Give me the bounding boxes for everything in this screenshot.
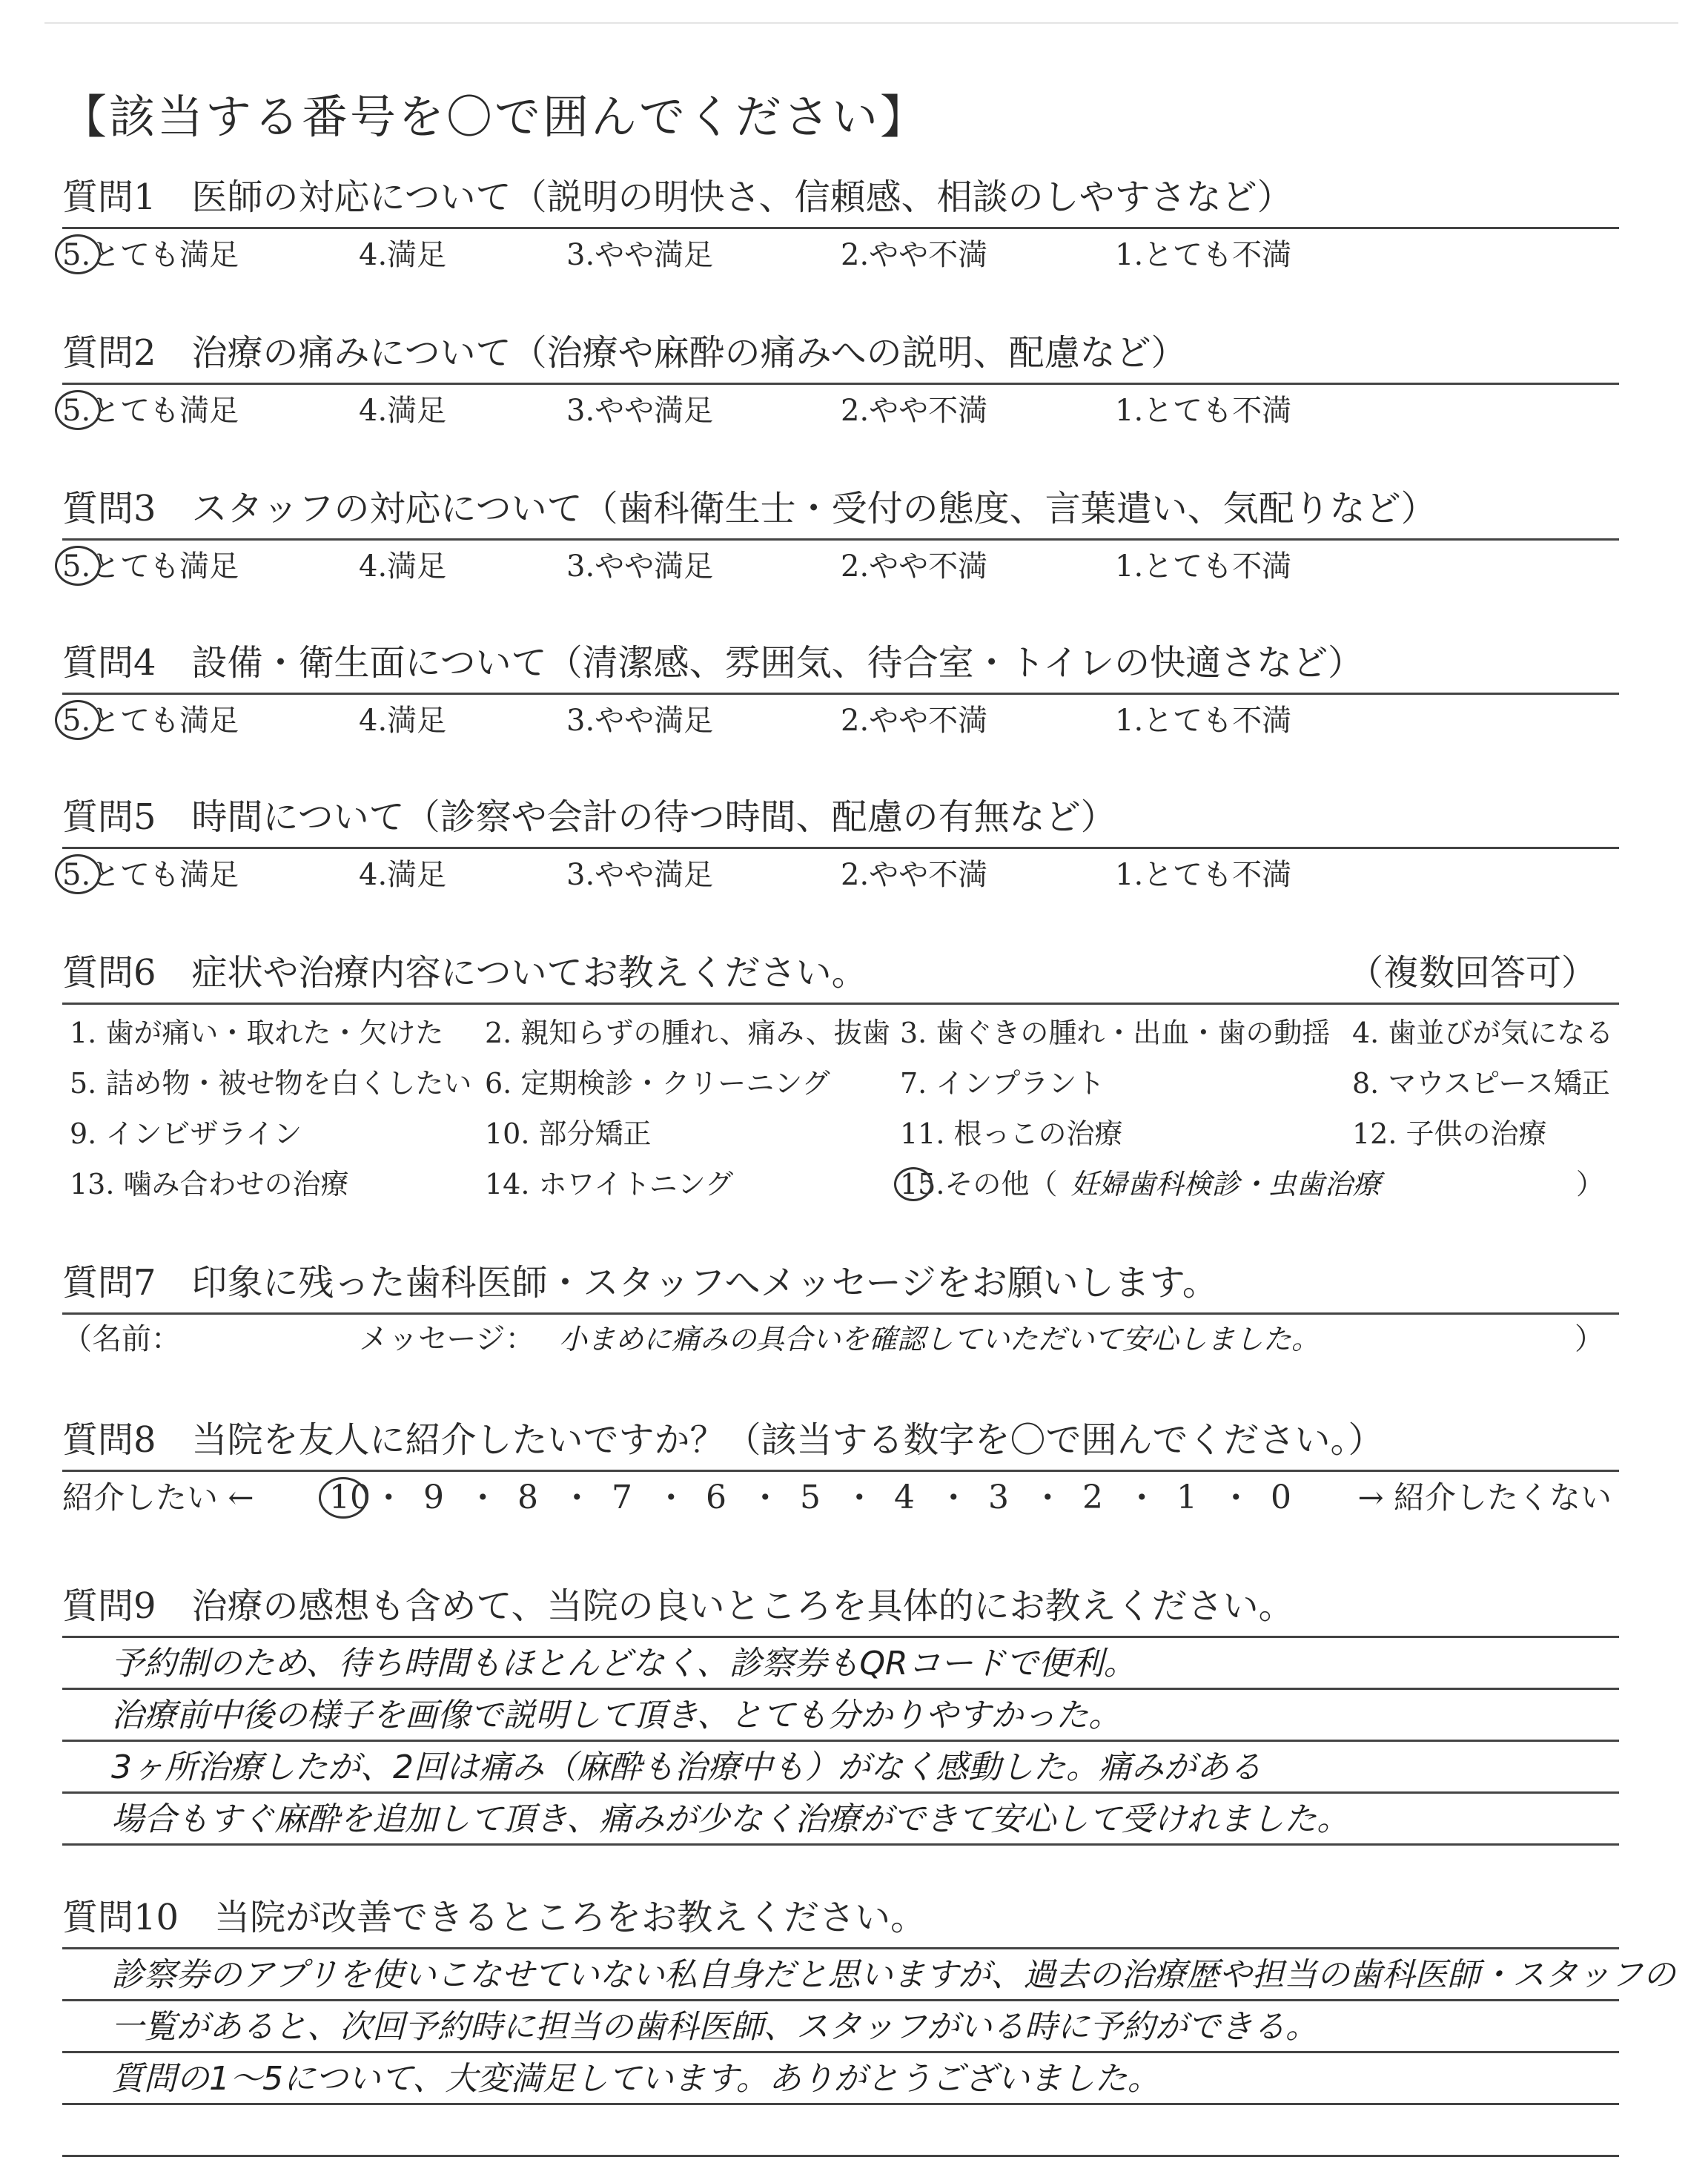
q2-option-5[interactable]	[62, 389, 239, 433]
q8-score-5[interactable]	[800, 1476, 821, 1520]
q2-title: 質問2 治療の痛みについて（治療や麻酔の痛みへの説明、配慮など）	[62, 332, 1187, 374]
q9-title: 質問9 治療の感想も含めて、当院の良いところを具体的にお教えください。	[62, 1585, 1294, 1627]
q8-score-4[interactable]	[894, 1476, 915, 1520]
q6-option-14[interactable]	[485, 1166, 733, 1203]
q5-block	[62, 795, 1619, 839]
score-label: 5	[800, 1479, 821, 1516]
page-heading: 【該当する番号を〇で囲んでください】	[61, 90, 929, 144]
q6-option-3[interactable]	[900, 1014, 1330, 1051]
scale-separator-dot: •	[759, 1485, 772, 1510]
q4-option-4[interactable]	[359, 698, 446, 743]
scale-separator-dot: •	[571, 1485, 583, 1510]
option-label: 5.とても満足	[62, 858, 239, 892]
option-label: 3. 歯ぐきの腫れ・出血・歯の動揺	[900, 1017, 1331, 1049]
option-label: 6. 定期検診・クリーニング	[485, 1067, 830, 1100]
option-label: 5.とても満足	[62, 394, 239, 428]
q6-option-7[interactable]	[900, 1065, 1105, 1102]
q6-option-10[interactable]	[485, 1115, 652, 1152]
scale-separator-dot: •	[477, 1485, 489, 1510]
q8-score-0[interactable]	[1271, 1476, 1291, 1520]
q8-score-1[interactable]	[1176, 1476, 1197, 1520]
q6-option-5[interactable]	[70, 1065, 471, 1102]
score-label: 4	[894, 1479, 915, 1516]
q6-block	[62, 951, 1619, 995]
q5-rule	[62, 847, 1619, 849]
q10-block	[62, 1895, 1619, 1940]
q9-block	[62, 1584, 1619, 1628]
q1-title: 質問1 医師の対応について（説明の明快さ、信頼感、相談のしやすさなど）	[62, 176, 1293, 218]
option-label: 3.やや満足	[566, 704, 714, 738]
option-label: 3.やや満足	[566, 394, 714, 428]
option-label: 9. インビザライン	[70, 1117, 302, 1150]
q8-score-2[interactable]	[1082, 1476, 1103, 1520]
q6-option-6[interactable]	[485, 1065, 830, 1102]
score-label: 6	[706, 1479, 726, 1516]
score-label: 7	[612, 1479, 632, 1516]
q6-option-12[interactable]	[1352, 1115, 1547, 1152]
option-label: 4.満足	[359, 858, 447, 892]
q10-line-rule	[62, 2103, 1619, 2105]
score-label: 2	[1082, 1479, 1103, 1516]
q6-option-4[interactable]	[1352, 1014, 1613, 1051]
q1-option-4[interactable]	[359, 233, 446, 277]
scale-separator-dot: •	[1230, 1485, 1242, 1510]
scale-separator-dot: •	[665, 1485, 678, 1510]
q3-option-5[interactable]	[62, 544, 239, 589]
q9-answer-line: 場合もすぐ麻酔を追加して頂き、痛みが少なく治療ができて安心して受けれました。	[111, 1800, 1350, 1838]
selected-circle-mark	[319, 1477, 368, 1519]
option-label: 3.やや満足	[566, 858, 714, 892]
q1-option-5[interactable]	[62, 233, 239, 277]
q2-option-1[interactable]	[1115, 389, 1291, 433]
q10-title: 質問10 当院が改善できるところをお教えください。	[62, 1897, 927, 1938]
option-label: 13. 噛み合わせの治療	[70, 1168, 349, 1200]
q7-title: 質問7 印象に残った歯科医師・スタッフへメッセージをお願いします。	[62, 1262, 1218, 1304]
q6-other-close-paren: ）	[1575, 1168, 1604, 1200]
q6-option-8[interactable]	[1352, 1065, 1610, 1102]
scale-separator-dot: •	[1136, 1485, 1148, 1510]
option-label: 2.やや不満	[841, 704, 988, 738]
q1-block	[62, 175, 1619, 219]
q10-answer-line: 質問の1〜5について、大変満足しています。ありがとうございました。	[111, 2060, 1160, 2098]
q6-option-1[interactable]	[70, 1014, 443, 1051]
q9-line-rule	[62, 1636, 1619, 1638]
q5-option-4[interactable]	[359, 853, 446, 897]
score-label: 1	[1176, 1479, 1197, 1516]
option-label: 11. 根っこの治療	[900, 1117, 1123, 1150]
q8-left-label: 紹介したい ←	[62, 1479, 254, 1516]
q7-block	[62, 1261, 1619, 1305]
q4-option-3[interactable]	[566, 698, 713, 743]
scale-separator-dot: •	[947, 1485, 960, 1510]
option-label: 1.とても不満	[1115, 238, 1292, 272]
selected-circle-mark	[55, 390, 101, 430]
q3-options	[62, 544, 1619, 589]
option-label: 14. ホワイトニング	[485, 1168, 734, 1200]
score-label: 9	[423, 1479, 444, 1516]
q2-options	[62, 389, 1619, 433]
option-label: 2.やや不満	[841, 858, 988, 892]
selected-circle-mark	[55, 854, 101, 894]
q6-option-15[interactable]	[900, 1166, 1380, 1203]
option-label: 1.とても不満	[1115, 704, 1292, 738]
score-label: 10	[329, 1479, 371, 1516]
q2-block	[62, 331, 1619, 375]
score-label: 3	[988, 1479, 1009, 1516]
q9-line-rule	[62, 1791, 1619, 1794]
option-label: 3.やや満足	[566, 238, 714, 272]
q5-option-2[interactable]	[841, 853, 987, 897]
q10-answer-line: 一覧があると、次回予約時に担当の歯科医師、スタッフがいる時に予約ができる。	[111, 2008, 1318, 2046]
q3-option-3[interactable]	[566, 544, 713, 589]
q7-message-text: 小まめに痛みの具合いを確認していただいて安心しました。	[559, 1323, 1320, 1355]
q2-option-4[interactable]	[359, 389, 446, 433]
selected-circle-mark	[55, 546, 101, 586]
q9-answer-line: 3ヶ所治療したが、2回は痛み（麻酔も治療中も）がなく感動した。痛みがある	[111, 1748, 1262, 1786]
q6-note: （複数回答可）	[1347, 952, 1597, 994]
q2-rule	[62, 383, 1619, 385]
option-label: 1.とても不満	[1115, 858, 1292, 892]
option-label: 5.とても満足	[62, 549, 239, 584]
q3-block	[62, 486, 1619, 531]
q7-name-label: （名前：	[62, 1322, 181, 1356]
q8-block	[62, 1418, 1619, 1462]
q3-rule	[62, 538, 1619, 541]
q5-option-1[interactable]	[1115, 853, 1291, 897]
q8-score-3[interactable]	[988, 1476, 1009, 1520]
selected-circle-mark	[894, 1167, 933, 1201]
q9-line-rule	[62, 1740, 1619, 1742]
option-label: 5.とても満足	[62, 238, 239, 272]
q3-title: 質問3 スタッフの対応について（歯科衛生士・受付の態度、言葉遣い、気配りなど）	[62, 488, 1437, 529]
q8-scale-row	[62, 1476, 1619, 1520]
scale-separator-dot: •	[383, 1485, 395, 1510]
selected-circle-mark	[55, 700, 101, 740]
q10-line-rule	[62, 1999, 1619, 2001]
q6-option-11[interactable]	[900, 1115, 1123, 1152]
top-border	[44, 22, 1678, 24]
q8-score-9[interactable]	[423, 1476, 444, 1520]
score-label: 8	[517, 1479, 538, 1516]
q9-answer-line: 予約制のため、待ち時間もほとんどなく、診察券もQRコードで便利。	[111, 1645, 1136, 1682]
q8-score-10[interactable]	[329, 1476, 371, 1520]
q7-rule	[62, 1312, 1619, 1315]
option-label: 2.やや不満	[841, 394, 988, 428]
option-label: 4.満足	[359, 549, 447, 584]
scale-separator-dot: •	[1042, 1485, 1054, 1510]
q1-rule	[62, 227, 1619, 229]
option-label: 8. マウスピース矯正	[1352, 1067, 1610, 1100]
option-label: 4.満足	[359, 394, 447, 428]
q6-rule	[62, 1003, 1619, 1005]
scale-separator-dot: •	[853, 1485, 866, 1510]
option-label: 5.とても満足	[62, 704, 239, 738]
q5-options	[62, 853, 1619, 897]
option-label: 1.とても不満	[1115, 549, 1292, 584]
option-label: 10. 部分矯正	[485, 1117, 652, 1150]
q4-option-2[interactable]	[841, 698, 987, 743]
q8-score-6[interactable]	[706, 1476, 726, 1520]
option-label: 1.とても不満	[1115, 394, 1292, 428]
q1-options	[62, 233, 1619, 277]
q5-option-3[interactable]	[566, 853, 713, 897]
option-label: 4.満足	[359, 704, 447, 738]
q4-options	[62, 698, 1619, 743]
q7-message-label: メッセージ：	[359, 1322, 535, 1356]
q4-title: 質問4 設備・衛生面について（清潔感、雰囲気、待合室・トイレの快適さなど）	[62, 642, 1364, 684]
option-label: 15.その他（	[900, 1168, 1058, 1200]
option-label: 4.満足	[359, 238, 447, 272]
q8-score-7[interactable]	[612, 1476, 632, 1520]
q3-option-4[interactable]	[359, 544, 446, 589]
option-label: 4. 歯並びが気になる	[1352, 1017, 1614, 1049]
option-label: 5. 詰め物・被せ物を白くしたい	[70, 1067, 472, 1100]
q1-option-2[interactable]	[841, 233, 987, 277]
q4-option-1[interactable]	[1115, 698, 1291, 743]
q5-title: 質問5 時間について（診察や会計の待つ時間、配慮の有無など）	[62, 796, 1116, 838]
q10-answer-line: 診察券のアプリを使いこなせていない私自身だと思いますが、過去の治療歴や担当の歯科医師・スタッフの	[111, 1956, 1676, 1994]
q5-option-5[interactable]	[62, 853, 239, 897]
q2-option-3[interactable]	[566, 389, 713, 433]
q6-option-2[interactable]	[485, 1014, 890, 1051]
q9-answer-line: 治療前中後の様子を画像で説明して頂き、とても分かりやすかった。	[111, 1697, 1122, 1734]
q9-line-rule	[62, 1688, 1619, 1690]
q3-option-2[interactable]	[841, 544, 987, 589]
q7-close-paren: ）	[1575, 1322, 1604, 1356]
q10-line-rule	[62, 2155, 1619, 2157]
q3-option-1[interactable]	[1115, 544, 1291, 589]
option-label: 7. インプラント	[900, 1067, 1105, 1100]
q6-option-13[interactable]	[70, 1166, 349, 1203]
q4-option-5[interactable]	[62, 698, 239, 743]
q6-options	[62, 1014, 1619, 1200]
option-label: 2. 親知らずの腫れ、痛み、抜歯	[485, 1017, 890, 1049]
q10-line-rule	[62, 2051, 1619, 2053]
q1-option-3[interactable]	[566, 233, 713, 277]
q8-rule	[62, 1470, 1619, 1472]
q9-line-rule	[62, 1843, 1619, 1846]
q8-right-label: → 紹介したくない	[1357, 1479, 1612, 1516]
option-label: 2.やや不満	[841, 549, 988, 584]
q10-line-rule	[62, 1947, 1619, 1949]
selected-circle-mark	[55, 234, 101, 274]
q6-other-text: 妊婦歯科検診・虫歯治療	[1070, 1168, 1381, 1200]
q1-option-1[interactable]	[1115, 233, 1291, 277]
q4-block	[62, 641, 1619, 685]
q7-answer-row	[62, 1317, 1619, 1361]
score-label: 0	[1271, 1479, 1291, 1516]
q6-title: 質問6 症状や治療内容についてお教えください。	[62, 952, 867, 994]
option-label: 12. 子供の治療	[1352, 1117, 1547, 1150]
q6-option-9[interactable]	[70, 1115, 302, 1152]
option-label: 1. 歯が痛い・取れた・欠けた	[70, 1017, 444, 1049]
option-label: 2.やや不満	[841, 238, 988, 272]
q8-score-8[interactable]	[517, 1476, 538, 1520]
q2-option-2[interactable]	[841, 389, 987, 433]
q4-rule	[62, 693, 1619, 695]
option-label: 3.やや満足	[566, 549, 714, 584]
q8-title: 質問8 当院を友人に紹介したいですか？（該当する数字を〇で囲んでください。）	[62, 1419, 1384, 1461]
